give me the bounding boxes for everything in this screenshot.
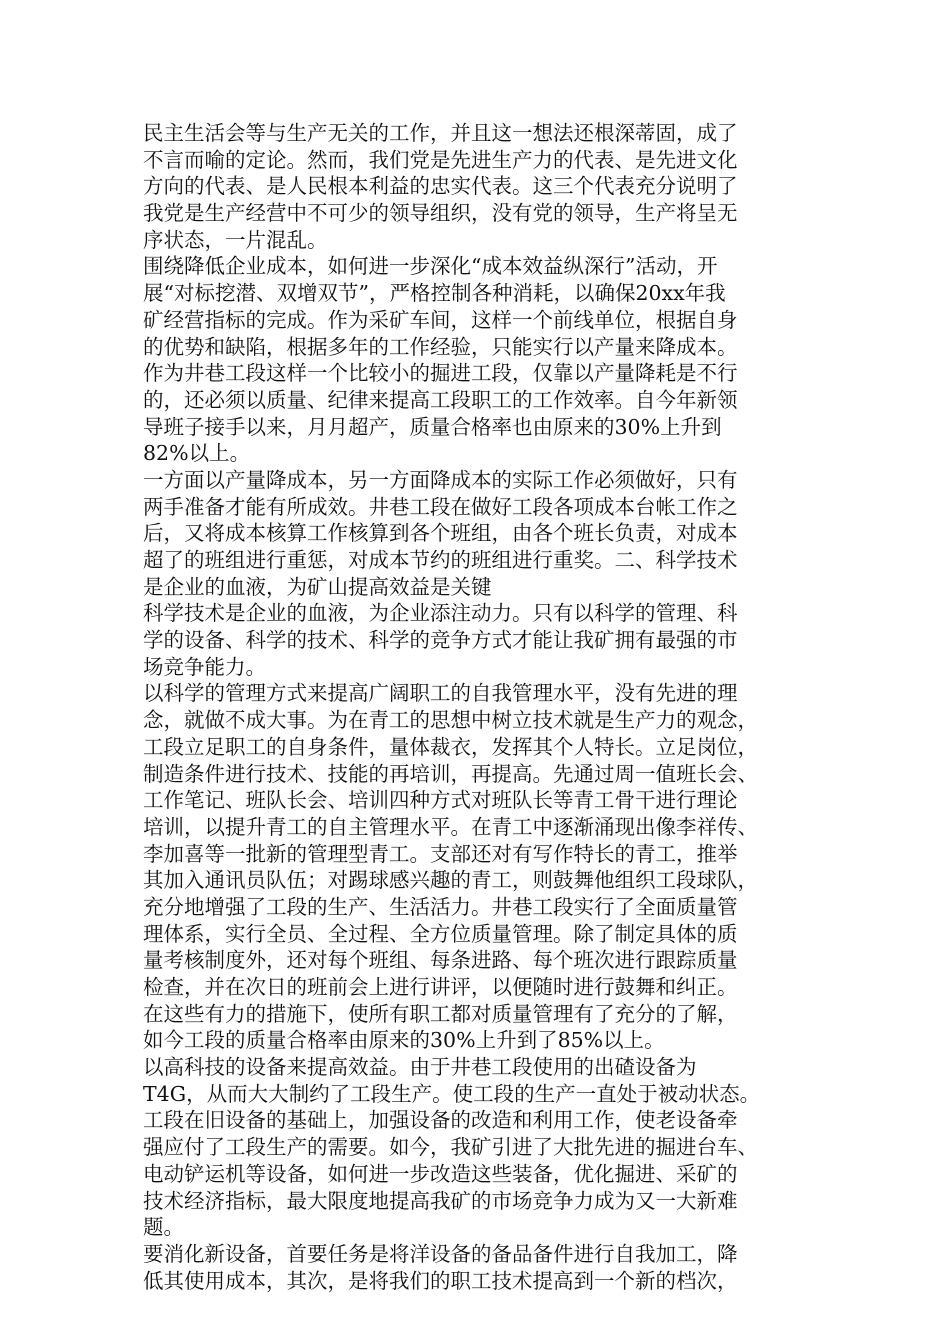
- text-line: 以高科技的设备来提高效益。由于井巷工段使用的出碴设备为: [143, 1055, 697, 1080]
- text-line: 工作笔记、班队长会、培训四种方式对班队长等青工骨干进行理论: [143, 788, 738, 813]
- text-line: 以科学的管理方式来提高广阔职工的自我管理水平，没有先进的理: [143, 681, 738, 706]
- text-line: 培训，以提升青工的自主管理水平。在青工中逐渐涌现出像李祥传、: [143, 814, 758, 839]
- text-line: 检查，并在次日的班前会上进行讲评，以便随时进行鼓舞和纠正。: [143, 975, 738, 999]
- text-line: 一方面以产量降成本，另一方面降成本的实际工作必须做好，只有: [143, 467, 738, 492]
- text-line: 强应付了工段生产的需要。如今，我矿引进了大批先进的掘进台车、: [143, 1135, 758, 1160]
- text-line: 理体系，实行全员、全过程、全方位质量管理。除了制定具体的质: [143, 921, 738, 946]
- text-line: 其加入通讯员队伍；对踢球感兴趣的青工，则鼓舞他组织工段球队，: [143, 868, 758, 893]
- text-line: 制造条件进行技术、技能的再培训，再提高。先通过周一值班长会、: [143, 761, 758, 786]
- text-line: 导班子接手以来，月月超产，质量合格率也由原来的30%上升到: [143, 414, 722, 439]
- text-line: 技术经济指标，最大限度地提高我矿的市场竞争力成为又一大新难: [143, 1188, 738, 1213]
- text-line: T4G，从而大大制约了工段生产。使工段的生产一直处于被动状态。: [143, 1081, 761, 1106]
- text-line: 李加喜等一批新的管理型青工。支部还对有写作特长的青工，推举: [143, 841, 738, 866]
- text-line: 不言而喻的定论。然而，我们党是先进生产力的代表、是先进文化: [143, 147, 738, 172]
- text-line: 量考核制度外，还对每个班组、每条进路、每个班次进行跟踪质量: [143, 948, 738, 973]
- text-line: 超了的班组进行重惩，对成本节约的班组进行重奖。二、科学技术: [143, 548, 738, 572]
- text-line: 工段在旧设备的基础上，加强设备的改造和利用工作，使老设备牵: [143, 1108, 738, 1133]
- document-body: [143, 120, 809, 1294]
- text-line: 学的设备、科学的技术、科学的竞争方式才能让我矿拥有最强的市: [143, 628, 738, 653]
- text-line: 围绕降低企业成本，如何进一步深化“成本效益纵深行”活动，开: [143, 254, 718, 279]
- text-line: 在这些有力的措施下，使所有职工都对质量管理有了充分的了解，: [143, 1001, 738, 1026]
- text-line: 民主生活会等与生产无关的工作，并且这一想法还根深蒂固，成了: [143, 121, 738, 145]
- text-line: 科学技术是企业的血液，为企业添注动力。只有以科学的管理、科: [143, 601, 738, 626]
- text-line: 方向的代表、是人民根本利益的忠实代表。这三个代表充分说明了: [143, 174, 738, 199]
- text-line: 念，就做不成大事。为在青工的思想中树立技术就是生产力的观念，: [143, 708, 758, 733]
- text-line: 我党是生产经营中不可少的领导组织，没有党的领导，生产将呈无: [143, 201, 738, 226]
- text-line: 两手准备才能有所成效。井巷工段在做好工段各项成本台帐工作之: [143, 494, 738, 519]
- text-line: 电动铲运机等设备，如何进一步改造这些装备，优化掘进、采矿的: [143, 1161, 738, 1186]
- text-line: 的优势和缺陷，根据多年的工作经验，只能实行以产量来降成本。: [143, 334, 738, 359]
- text-line: 展“对标挖潜、双增双节”，严格控制各种消耗，以确保20xx年我: [143, 281, 726, 306]
- text-line: 要消化新设备，首要任务是将洋设备的备品备件进行自我加工，降: [143, 1241, 738, 1266]
- text-line: 题。: [143, 1215, 184, 1240]
- text-line: 矿经营指标的完成。作为采矿车间，这样一个前线单位，根据自身: [143, 307, 738, 332]
- text-line: 82%以上。: [143, 441, 251, 466]
- text-line: 序状态，一片混乱。: [143, 227, 328, 252]
- text-line: 是企业的血液，为矿山提高效益是关键: [143, 574, 492, 599]
- text-line: 充分地增强了工段的生产、生活活力。井巷工段实行了全面质量管: [143, 894, 738, 919]
- text-line: 场竞争能力。: [143, 654, 266, 679]
- text-line: 工段立足职工的自身条件，量体裁衣，发挥其个人特长。立足岗位，: [143, 734, 758, 759]
- text-line: 低其使用成本，其次，是将我们的职工技术提高到一个新的档次，: [143, 1268, 738, 1293]
- text-line: 作为井巷工段这样一个比较小的掘进工段，仅靠以产量降耗是不行: [143, 361, 738, 386]
- text-line: 如今工段的质量合格率由原来的30%上升到了85%以上。: [143, 1028, 665, 1053]
- text-line: 的，还必须以质量、纪律来提高工段职工的工作效率。自今年新领: [143, 387, 738, 412]
- text-line: 后，又将成本核算工作核算到各个班组，由各个班长负责，对成本: [143, 521, 738, 546]
